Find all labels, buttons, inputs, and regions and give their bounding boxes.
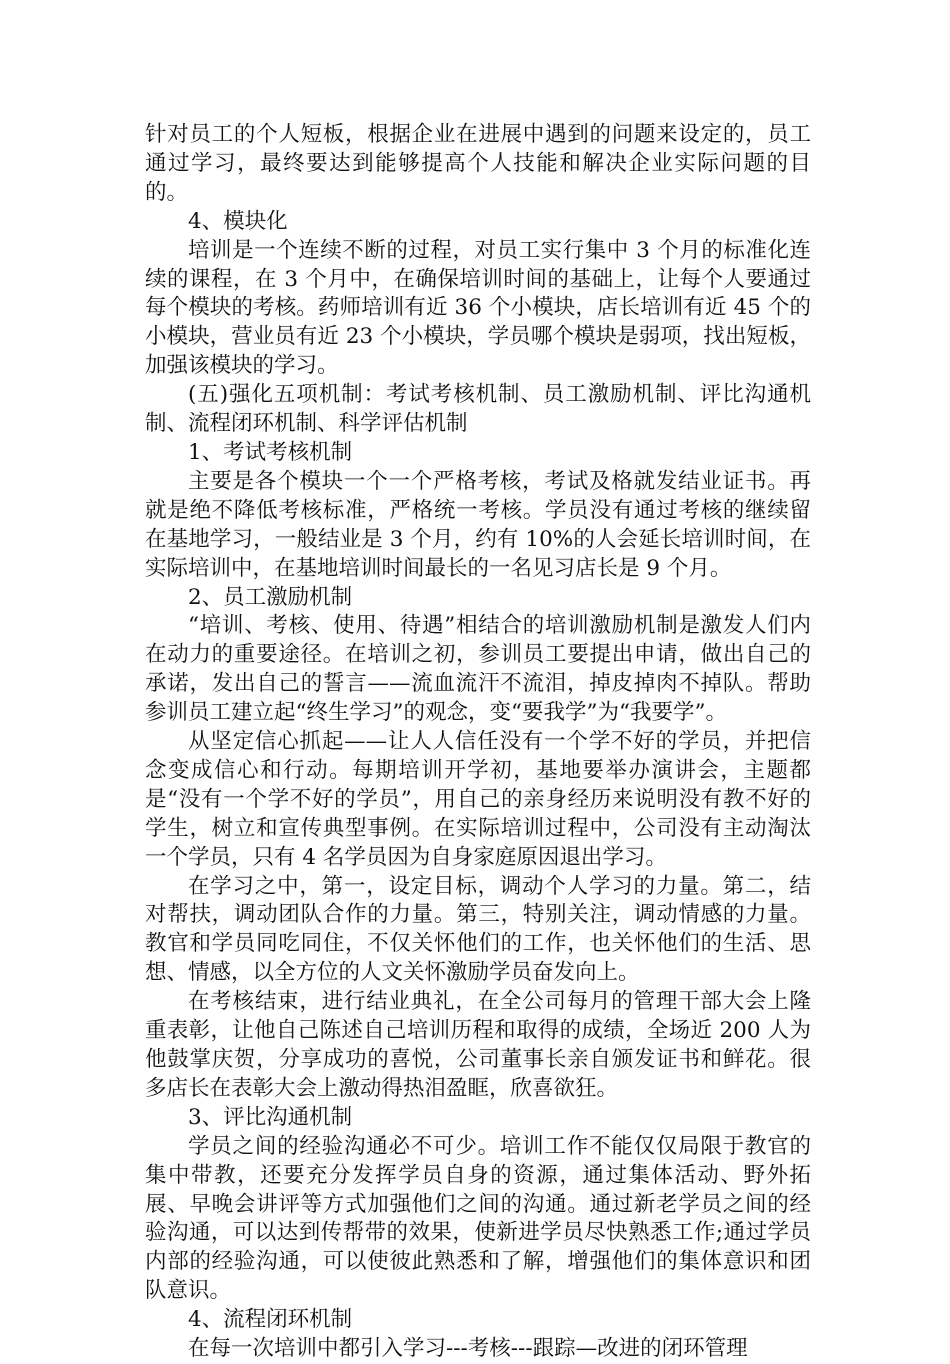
section-heading: 2、员工激励机制	[188, 584, 353, 610]
section-heading: 3、评比沟通机制	[188, 1104, 353, 1130]
section-heading: 4、模块化	[188, 208, 288, 234]
paragraph: 培训是一个连续不断的过程，对员工实行集中 3 个月的标准化连续的课程，在 3 个月中，在确保培训时间的基础上，让每个人要通过每个模块的考核。药师培训有近 36 个小模块，店长培训有近 45 个的小模块，营业员有近 23 个小模块，学员哪个模块是弱项，找出短板，加强该模块的学习。	[145, 237, 811, 379]
paragraph: 从坚定信心抓起——让人人信任没有一个学不好的学员，并把信念变成信心和行动。每期培训开学初，基地要举办演讲会，主题都是“没有一个学不好的学员”，用自己的亲身经历来说明没有教不好的学生，树立和宣传典型事例。在实际培训过程中，公司没有主动淘汰一个学员，只有 4 名学员因为自身家庭原因退出学习。	[145, 729, 811, 870]
paragraph: 在每一次培训中都引入学习---考核---跟踪—改进的闭环管理	[188, 1336, 748, 1362]
section-heading: (五)强化五项机制：考试考核机制、员工激励机制、评比沟通机制、流程闭环机制、科学评估机制	[145, 382, 811, 437]
paragraph: 针对员工的个人短板，根据企业在进展中遇到的问题来设定的，员工通过学习，最终要达到能够提高个人技能和解决企业实际问题的目的。	[145, 122, 811, 205]
document-page	[145, 121, 811, 1364]
section-heading: 4、流程闭环机制	[188, 1307, 353, 1333]
paragraph: 主要是各个模块一个一个严格考核，考试及格就发结业证书。再就是绝不降低考核标准，严格统一考核。学员没有通过考核的继续留在基地学习，一般结业是 3 个月，约有 10%的人会延长培训时间，在实际培训中，在基地培训时间最长的一名见习店长是 9 个月。	[145, 468, 811, 581]
paragraph: 在考核结束，进行结业典礼，在全公司每月的管理干部大会上隆重表彰，让他自己陈述自己培训历程和取得的成绩，全场近 200 人为他鼓掌庆贺，分享成功的喜悦，公司董事长亲自颁发证书和鲜花。很多店长在表彰大会上激动得热泪盈眶，欣喜欲狂。	[145, 989, 811, 1101]
section-heading: 1、考试考核机制	[188, 439, 353, 465]
paragraph: 学员之间的经验沟通必不可少。培训工作不能仅仅局限于教官的集中带教，还要充分发挥学员自身的资源，通过集体活动、野外拓展、早晚会讲评等方式加强他们之间的沟通。通过新老学员之间的经验沟通，可以达到传帮带的效果，使新进学员尽快熟悉工作;通过学员内部的经验沟通，可以使彼此熟悉和了解，增强他们的集体意识和团队意识。	[145, 1133, 811, 1304]
paragraph: 在学习之中，第一，设定目标，调动个人学习的力量。第二，结对帮扶，调动团队合作的力量。第三，特别关注，调动情感的力量。教官和学员同吃同住，不仅关怀他们的工作，也关怀他们的生活、思想、情感，以全方位的人文关怀激励学员奋发向上。	[145, 873, 811, 986]
paragraph: “培训、考核、使用、待遇”相结合的培训激励机制是激发人们内在动力的重要途径。在培训之初，参训员工要提出申请，做出自己的承诺，发出自己的誓言——流血流汗不流泪，掉皮掉肉不掉队。帮助参训员工建立起“终生学习”的观念，变“要我学”为“我要学”。	[145, 613, 811, 726]
